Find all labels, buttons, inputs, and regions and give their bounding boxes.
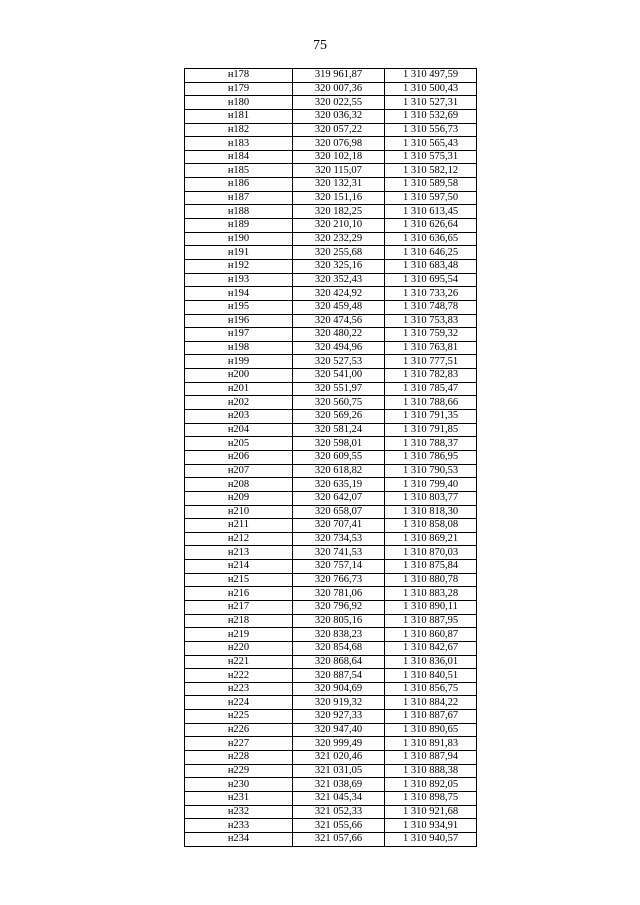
x-coordinate-cell: 321 055,66 [293,819,385,833]
y-coordinate-cell: 1 310 888,38 [385,764,477,778]
point-name-cell: н186 [185,178,293,192]
y-coordinate-cell: 1 310 626,64 [385,219,477,233]
point-name-cell: н200 [185,369,293,383]
x-coordinate-cell: 320 868,64 [293,655,385,669]
x-coordinate-cell: 320 210,10 [293,219,385,233]
point-name-cell: н179 [185,82,293,96]
y-coordinate-cell: 1 310 842,67 [385,641,477,655]
y-coordinate-cell: 1 310 782,83 [385,369,477,383]
x-coordinate-cell: 320 581,24 [293,423,385,437]
y-coordinate-cell: 1 310 575,31 [385,150,477,164]
point-name-cell: н211 [185,519,293,533]
x-coordinate-cell: 320 609,55 [293,450,385,464]
point-name-cell: н203 [185,410,293,424]
point-name-cell: н180 [185,96,293,110]
table-row [185,723,477,737]
point-name-cell: н232 [185,805,293,819]
y-coordinate-cell: 1 310 790,53 [385,464,477,478]
y-coordinate-cell: 1 310 777,51 [385,355,477,369]
x-coordinate-cell: 320 115,07 [293,164,385,178]
x-coordinate-cell: 320 635,19 [293,478,385,492]
table-row [185,437,477,451]
x-coordinate-cell: 320 707,41 [293,519,385,533]
point-name-cell: н187 [185,191,293,205]
table-row [185,205,477,219]
y-coordinate-cell: 1 310 565,43 [385,137,477,151]
table-row [185,341,477,355]
point-name-cell: н228 [185,751,293,765]
table-row [185,641,477,655]
coordinates-table-body [185,69,477,847]
table-row [185,246,477,260]
table-row [185,519,477,533]
point-name-cell: н229 [185,764,293,778]
x-coordinate-cell: 320 741,53 [293,546,385,560]
table-row [185,532,477,546]
point-name-cell: н226 [185,723,293,737]
x-coordinate-cell: 321 031,05 [293,764,385,778]
table-row [185,628,477,642]
y-coordinate-cell: 1 310 646,25 [385,246,477,260]
x-coordinate-cell: 320 151,16 [293,191,385,205]
x-coordinate-cell: 320 007,36 [293,82,385,96]
table-row [185,300,477,314]
table-row [185,396,477,410]
y-coordinate-cell: 1 310 880,78 [385,573,477,587]
x-coordinate-cell: 320 757,14 [293,560,385,574]
point-name-cell: н201 [185,382,293,396]
point-name-cell: н183 [185,137,293,151]
table-row [185,410,477,424]
point-name-cell: н222 [185,669,293,683]
table-row [185,791,477,805]
point-name-cell: н190 [185,232,293,246]
x-coordinate-cell: 320 057,22 [293,123,385,137]
table-row [185,314,477,328]
y-coordinate-cell: 1 310 884,22 [385,696,477,710]
point-name-cell: н184 [185,150,293,164]
x-coordinate-cell: 320 854,68 [293,641,385,655]
y-coordinate-cell: 1 310 753,83 [385,314,477,328]
y-coordinate-cell: 1 310 921,68 [385,805,477,819]
x-coordinate-cell: 320 796,92 [293,600,385,614]
table-row [185,696,477,710]
table-row [185,96,477,110]
y-coordinate-cell: 1 310 887,95 [385,614,477,628]
point-name-cell: н227 [185,737,293,751]
table-row [185,259,477,273]
point-name-cell: н214 [185,560,293,574]
y-coordinate-cell: 1 310 589,58 [385,178,477,192]
x-coordinate-cell: 320 642,07 [293,491,385,505]
x-coordinate-cell: 320 036,32 [293,109,385,123]
x-coordinate-cell: 320 232,29 [293,232,385,246]
x-coordinate-cell: 320 474,56 [293,314,385,328]
point-name-cell: н231 [185,791,293,805]
y-coordinate-cell: 1 310 934,91 [385,819,477,833]
table-row [185,382,477,396]
y-coordinate-cell: 1 310 891,83 [385,737,477,751]
x-coordinate-cell: 321 045,34 [293,791,385,805]
y-coordinate-cell: 1 310 556,73 [385,123,477,137]
point-name-cell: н224 [185,696,293,710]
table-row [185,546,477,560]
point-name-cell: н220 [185,641,293,655]
table-row [185,328,477,342]
y-coordinate-cell: 1 310 940,57 [385,832,477,846]
table-row [185,150,477,164]
point-name-cell: н206 [185,450,293,464]
y-coordinate-cell: 1 310 818,30 [385,505,477,519]
y-coordinate-cell: 1 310 785,47 [385,382,477,396]
x-coordinate-cell: 320 927,33 [293,710,385,724]
x-coordinate-cell: 320 781,06 [293,587,385,601]
point-name-cell: н217 [185,600,293,614]
point-name-cell: н196 [185,314,293,328]
point-name-cell: н193 [185,273,293,287]
y-coordinate-cell: 1 310 597,50 [385,191,477,205]
x-coordinate-cell: 320 132,31 [293,178,385,192]
x-coordinate-cell: 320 459,48 [293,300,385,314]
y-coordinate-cell: 1 310 582,12 [385,164,477,178]
table-row [185,710,477,724]
y-coordinate-cell: 1 310 890,11 [385,600,477,614]
point-name-cell: н197 [185,328,293,342]
table-row [185,737,477,751]
point-name-cell: н234 [185,832,293,846]
point-name-cell: н191 [185,246,293,260]
y-coordinate-cell: 1 310 497,59 [385,69,477,83]
point-name-cell: н219 [185,628,293,642]
point-name-cell: н208 [185,478,293,492]
x-coordinate-cell: 320 527,53 [293,355,385,369]
x-coordinate-cell: 320 904,69 [293,682,385,696]
point-name-cell: н213 [185,546,293,560]
point-name-cell: н218 [185,614,293,628]
table-row [185,655,477,669]
point-name-cell: н199 [185,355,293,369]
point-name-cell: н188 [185,205,293,219]
table-row [185,560,477,574]
table-row [185,491,477,505]
table-row [185,287,477,301]
y-coordinate-cell: 1 310 791,85 [385,423,477,437]
table-row [185,464,477,478]
table-row [185,82,477,96]
y-coordinate-cell: 1 310 532,69 [385,109,477,123]
page-number: 75 [313,38,327,53]
y-coordinate-cell: 1 310 788,37 [385,437,477,451]
table-row [185,587,477,601]
table-row [185,600,477,614]
point-name-cell: н198 [185,341,293,355]
y-coordinate-cell: 1 310 858,08 [385,519,477,533]
x-coordinate-cell: 320 076,98 [293,137,385,151]
y-coordinate-cell: 1 310 883,28 [385,587,477,601]
x-coordinate-cell: 320 887,54 [293,669,385,683]
table-row [185,69,477,83]
point-name-cell: н230 [185,778,293,792]
y-coordinate-cell: 1 310 636,65 [385,232,477,246]
x-coordinate-cell: 320 734,53 [293,532,385,546]
x-coordinate-cell: 320 494,96 [293,341,385,355]
y-coordinate-cell: 1 310 500,43 [385,82,477,96]
point-name-cell: н202 [185,396,293,410]
x-coordinate-cell: 320 551,97 [293,382,385,396]
y-coordinate-cell: 1 310 695,54 [385,273,477,287]
table-row [185,232,477,246]
table-row [185,355,477,369]
y-coordinate-cell: 1 310 887,94 [385,751,477,765]
point-name-cell: н209 [185,491,293,505]
point-name-cell: н192 [185,259,293,273]
point-name-cell: н216 [185,587,293,601]
y-coordinate-cell: 1 310 786,95 [385,450,477,464]
x-coordinate-cell: 319 961,87 [293,69,385,83]
point-name-cell: н212 [185,532,293,546]
x-coordinate-cell: 320 805,16 [293,614,385,628]
table-row [185,805,477,819]
point-name-cell: н182 [185,123,293,137]
y-coordinate-cell: 1 310 898,75 [385,791,477,805]
y-coordinate-cell: 1 310 788,66 [385,396,477,410]
point-name-cell: н181 [185,109,293,123]
table-row [185,123,477,137]
y-coordinate-cell: 1 310 892,05 [385,778,477,792]
point-name-cell: н225 [185,710,293,724]
y-coordinate-cell: 1 310 836,01 [385,655,477,669]
table-row [185,751,477,765]
x-coordinate-cell: 320 255,68 [293,246,385,260]
y-coordinate-cell: 1 310 527,31 [385,96,477,110]
x-coordinate-cell: 320 560,75 [293,396,385,410]
table-row [185,219,477,233]
point-name-cell: н189 [185,219,293,233]
x-coordinate-cell: 321 057,66 [293,832,385,846]
y-coordinate-cell: 1 310 791,35 [385,410,477,424]
x-coordinate-cell: 320 102,18 [293,150,385,164]
point-name-cell: н194 [185,287,293,301]
table-row [185,832,477,846]
x-coordinate-cell: 320 424,92 [293,287,385,301]
x-coordinate-cell: 321 038,69 [293,778,385,792]
x-coordinate-cell: 320 352,43 [293,273,385,287]
point-name-cell: н221 [185,655,293,669]
y-coordinate-cell: 1 310 870,03 [385,546,477,560]
table-row [185,478,477,492]
y-coordinate-cell: 1 310 748,78 [385,300,477,314]
table-row [185,273,477,287]
y-coordinate-cell: 1 310 799,40 [385,478,477,492]
coordinates-table [184,68,477,847]
table-row [185,614,477,628]
point-name-cell: н210 [185,505,293,519]
x-coordinate-cell: 320 325,16 [293,259,385,273]
y-coordinate-cell: 1 310 860,87 [385,628,477,642]
y-coordinate-cell: 1 310 890,65 [385,723,477,737]
x-coordinate-cell: 320 766,73 [293,573,385,587]
x-coordinate-cell: 320 182,25 [293,205,385,219]
point-name-cell: н223 [185,682,293,696]
table-row [185,178,477,192]
x-coordinate-cell: 320 022,55 [293,96,385,110]
x-coordinate-cell: 321 020,46 [293,751,385,765]
x-coordinate-cell: 320 947,40 [293,723,385,737]
x-coordinate-cell: 320 569,26 [293,410,385,424]
x-coordinate-cell: 320 598,01 [293,437,385,451]
table-row [185,819,477,833]
y-coordinate-cell: 1 310 875,84 [385,560,477,574]
x-coordinate-cell: 320 658,07 [293,505,385,519]
point-name-cell: н178 [185,69,293,83]
table-row [185,682,477,696]
point-name-cell: н205 [185,437,293,451]
y-coordinate-cell: 1 310 803,77 [385,491,477,505]
y-coordinate-cell: 1 310 733,26 [385,287,477,301]
table-row [185,505,477,519]
point-name-cell: н215 [185,573,293,587]
point-name-cell: н204 [185,423,293,437]
y-coordinate-cell: 1 310 856,75 [385,682,477,696]
y-coordinate-cell: 1 310 683,48 [385,259,477,273]
x-coordinate-cell: 320 618,82 [293,464,385,478]
point-name-cell: н207 [185,464,293,478]
x-coordinate-cell: 320 480,22 [293,328,385,342]
table-row [185,573,477,587]
x-coordinate-cell: 320 919,32 [293,696,385,710]
x-coordinate-cell: 320 541,00 [293,369,385,383]
table-row [185,423,477,437]
y-coordinate-cell: 1 310 613,45 [385,205,477,219]
point-name-cell: н185 [185,164,293,178]
table-row [185,109,477,123]
x-coordinate-cell: 321 052,33 [293,805,385,819]
table-row [185,137,477,151]
table-row [185,164,477,178]
point-name-cell: н233 [185,819,293,833]
table-row [185,764,477,778]
x-coordinate-cell: 320 999,49 [293,737,385,751]
table-row [185,450,477,464]
table-row [185,778,477,792]
y-coordinate-cell: 1 310 887,67 [385,710,477,724]
x-coordinate-cell: 320 838,23 [293,628,385,642]
table-row [185,669,477,683]
table-row [185,369,477,383]
table-row [185,191,477,205]
y-coordinate-cell: 1 310 840,51 [385,669,477,683]
y-coordinate-cell: 1 310 763,81 [385,341,477,355]
y-coordinate-cell: 1 310 869,21 [385,532,477,546]
y-coordinate-cell: 1 310 759,32 [385,328,477,342]
point-name-cell: н195 [185,300,293,314]
